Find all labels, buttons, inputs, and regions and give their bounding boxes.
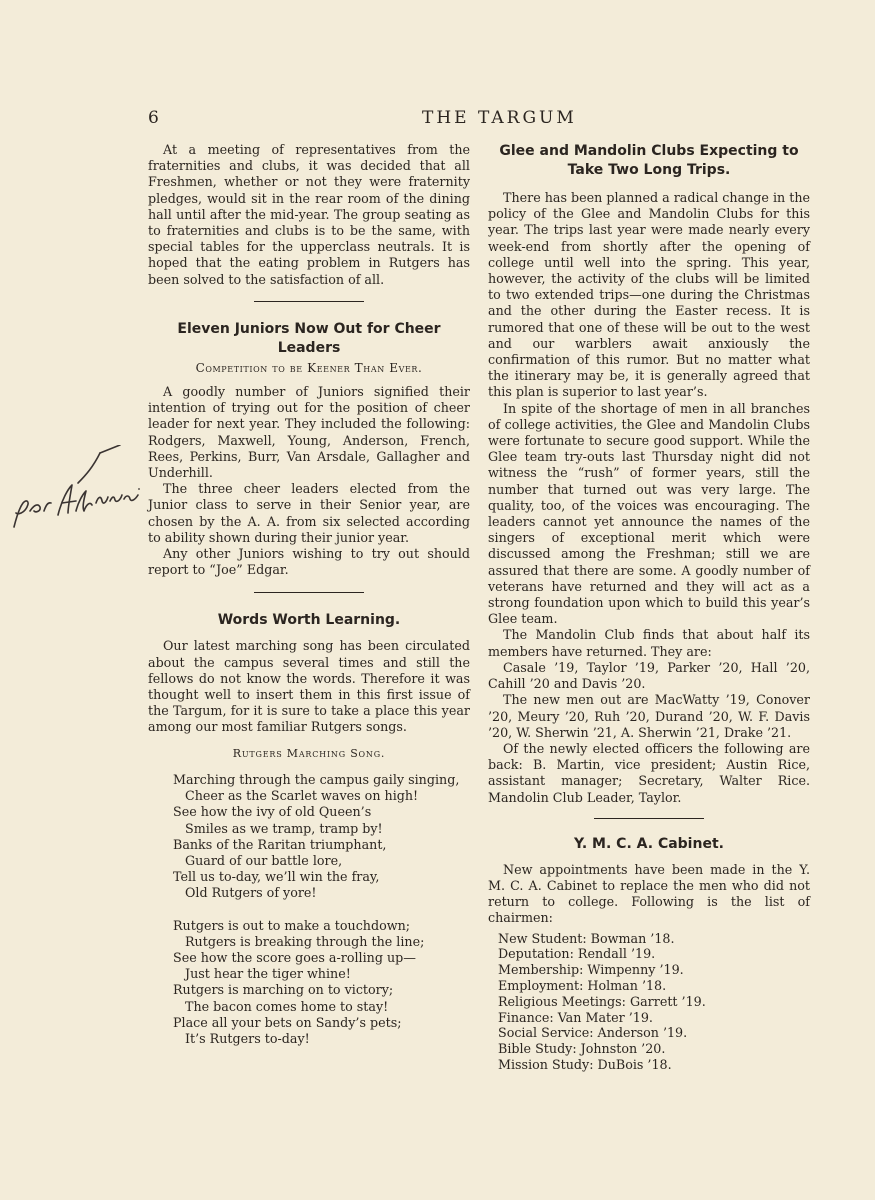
list-item: Employment: Holman ’18. (498, 977, 667, 993)
verse-line: See how the score goes a-rolling up— (173, 949, 416, 965)
list-item: Membership: Wimpenny ’19. (498, 962, 684, 978)
verse-line: Place all your bets on Sandy’s pets; (173, 1014, 402, 1030)
cheer-leaders-subhead: Competition to be Keener Than Ever. (195, 360, 423, 375)
song-title: Rutgers Marching Song. (232, 746, 386, 760)
verse-line: Cheer as the Scarlet waves on high! (185, 788, 419, 804)
stanza-gap (173, 902, 470, 918)
verse-line: Old Rutgers of yore! (185, 885, 317, 901)
glee-paragraph-6: Of the newly elected officers the following are back: B. Martin, vice president; Austin Rice, assistant manager; Secretary, Walter Rice. Mandolin Club Leader, Taylor. (488, 740, 810, 805)
handwritten-signature (8, 445, 143, 535)
left-column (148, 142, 470, 1047)
chairmen-list (498, 931, 810, 1073)
ymca-headline: Y. M. C. A. Cabinet. (574, 835, 724, 852)
glee-headline: Glee and Mandolin Clubs Expecting to Take Two Long Trips. (499, 143, 799, 178)
cheer-paragraph-1: A goodly number of Juniors signified their intention of trying out for the position of cheer leader for next year. They included the following: Rodgers, Maxwell, Young, Anderson, French, Rees, Perkins, Burr, Van Arsdale, Gallagher and Underhill. (148, 384, 470, 481)
glee-paragraph-1: There has been planned a radical change in the policy of the Glee and Mandolin Clubs for this year. The trips last year were made nearly every week-end from shortly after the opening of college until well into the spring. This year, however, the activity of the clubs will be limited to two extended trips—one during the Christmas and the other during the Easter recess. It is rumored that one of these will be out to the west and our warblers await anxiously the confirmation of this rumor. But no matter what the itinerary may be, it is generally agreed that this plan is superior to last year’s. (488, 190, 811, 400)
words-headline: Words Worth Learning. (217, 612, 401, 629)
song-verse (173, 772, 470, 1047)
cheer-leaders-headline: Eleven Juniors Now Out for Cheer Leaders (177, 320, 441, 356)
list-item: Religious Meetings: Garrett ’19. (498, 993, 706, 1009)
list-item: Deputation: Rendall ’19. (498, 946, 656, 962)
verse-line: It’s Rutgers to-day! (185, 1030, 310, 1046)
glee-paragraph-5: The new men out are MacWatty ’19, Conover ’20, Meury ’20, Ruh ’20, Durand ’20, W. F. Davis ’20, W. Sherwin ’21, A. Sherwin ’21, Drake ’21. (488, 692, 810, 740)
dining-hall-paragraph: At a meeting of representatives from the fraternities and clubs, it was decided that all Freshmen, whether or not they were fraternity pledges, would sit in the rear room of the dining hall until after the mid-year. The group seating as to fraternities and clubs is to be the same, with special tables for the upperclass neutrals. It is hoped that the eating problem in Rutgers has been solved to the satisfaction of all. (148, 142, 470, 287)
cheer-paragraph-3: Any other Juniors wishing to try out should report to “Joe” Edgar. (148, 546, 470, 578)
verse-line: Rutgers is out to make a touchdown; (173, 917, 411, 933)
verse-line: Banks of the Raritan triumphant, (173, 836, 387, 852)
glee-paragraph-2: In spite of the shortage of men in all branches of college activities, the Glee and Mandolin Clubs were fortunate to secure good support. While the Glee team try-outs last Thursday night did not witness the “rush” of former years, still the number that turned out was very large. The quality, too, of the voices was encouraging. The leaders cannot yet announce the names of the singers of exceptional merit which were discussed among the Freshman; still we are assured that there are some. A goodly number of veterans have returned and they will act as a strong foundation upon which to build this year’s Glee team. (488, 400, 810, 627)
ymca-paragraph: New appointments have been made in the Y. M. C. A. Cabinet to replace the men who did not return to college. Following is the list of chairmen: (488, 861, 810, 926)
glee-paragraph-3: The Mandolin Club finds that about half its members have returned. They are: (488, 627, 810, 659)
list-item: Social Service: Anderson ’19. (498, 1025, 688, 1041)
verse-line: Smiles as we tramp, tramp by! (185, 820, 383, 836)
glee-paragraph-4: Casale ’19, Taylor ’19, Parker ’20, Hall ’20, Cahill ’20 and Davis ’20. (488, 659, 810, 692)
verse-line: Rutgers is breaking through the line; (185, 933, 425, 949)
verse-line: Rutgers is marching on to victory; (173, 982, 394, 998)
verse-line: The bacon comes home to stay! (185, 998, 389, 1014)
right-column (488, 142, 810, 1073)
cheer-paragraph-2: The three cheer leaders elected from the Junior class to serve in their Senior year, are chosen by the A. A. from six selected according to ability shown during their junior year. (148, 481, 470, 545)
verse-line: See how the ivy of old Queen’s (173, 804, 372, 820)
words-paragraph: Our latest marching song has been circulated about the campus several times and still the fellows do not know the words. Therefore it was thought well to insert them in this first issue of the Targum, for it is sure to take a place this year among our most familiar Rutgers songs. (148, 638, 470, 735)
divider-rule (594, 818, 704, 819)
list-item: Finance: Van Mater ’19. (498, 1009, 653, 1025)
signature-drawing (8, 445, 143, 535)
verse-line: Marching through the campus gaily singing, (173, 771, 460, 787)
divider-rule (254, 592, 364, 593)
list-item: Mission Study: DuBois ’18. (498, 1056, 672, 1072)
page-number: 6 (148, 108, 160, 128)
list-item: New Student: Bowman ’18. (498, 930, 675, 946)
verse-line: Guard of our battle lore, (185, 852, 343, 868)
verse-line: Tell us to-day, we’ll win the fray, (173, 869, 380, 885)
verse-line: Just hear the tiger whine! (185, 966, 351, 982)
page-header (148, 108, 708, 130)
masthead: THE TARGUM (422, 108, 577, 128)
list-item: Bible Study: Johnston ’20. (498, 1041, 666, 1057)
divider-rule (254, 301, 364, 302)
